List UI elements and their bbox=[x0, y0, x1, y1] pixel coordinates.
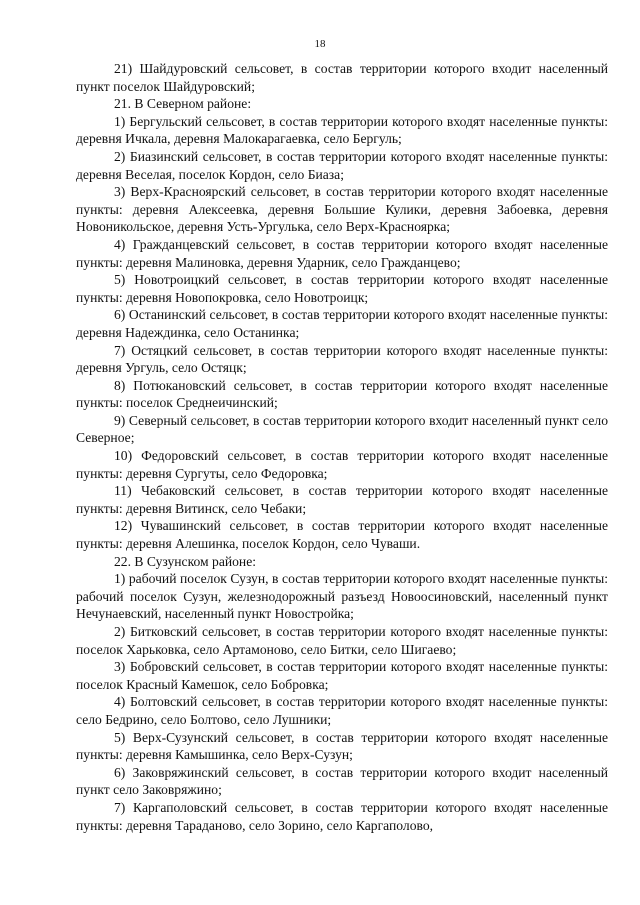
paragraph: 12) Чувашинский сельсовет, в состав территории которого входят населенные пункты: деревня Алешинка, поселок Кордон, село Чуваши. bbox=[76, 518, 608, 552]
paragraph: 1) Бергульский сельсовет, в состав территории которого входят населенные пункты: деревня Ичкала, деревня Малокарагаевка, село Бергуль; bbox=[76, 113, 608, 147]
paragraph: 5) Верх-Сузунский сельсовет, в состав территории которого входят населенные пункты: деревня Камышинка, село Верх-Сузун; bbox=[76, 729, 608, 763]
paragraph: 3) Бобровский сельсовет, в состав территории которого входят населенные пункты: поселок Красный Камешок, село Бобровка; bbox=[76, 659, 608, 692]
paragraph: 7) Остяцкий сельсовет, в состав территории которого входят населенные пункты: деревня Ургуль, село Остяцк; bbox=[76, 342, 608, 376]
section-heading: 21. В Северном районе: bbox=[114, 96, 252, 112]
document-body bbox=[76, 60, 608, 834]
paragraph: 6) Останинский сельсовет, в состав территории которого входят населенные пункты: деревня Надеждинка, село Останинка; bbox=[76, 307, 608, 340]
paragraph: 7) Каргаполовский сельсовет, в состав территории которого входят населенные пункты: деревня Тараданово, село Зорино, село Каргаполово, bbox=[76, 799, 608, 833]
paragraph: 10) Федоровский сельсовет, в состав территории которого входят населенные пункты: деревня Сургуты, село Федоровка; bbox=[76, 448, 608, 481]
section-heading: 22. В Сузунском районе: bbox=[114, 553, 257, 569]
paragraph: 2) Битковский сельсовет, в состав территории которого входят населенные пункты: поселок Харьковка, село Артамоново, село Битки, село Шигаево; bbox=[76, 624, 608, 657]
paragraph: 2) Биазинский сельсовет, в состав территории которого входят населенные пункты: деревня Веселая, поселок Кордон, село Биаза; bbox=[76, 148, 608, 182]
page-number: 18 bbox=[314, 38, 326, 50]
paragraph: 4) Гражданцевский сельсовет, в состав территории которого входят населенные пункты: деревня Малиновка, деревня Ударник, село Гражданцево; bbox=[76, 236, 608, 270]
paragraph: 3) Верх-Красноярский сельсовет, в состав территории которого входят населенные пункты: деревня Алексеевка, деревня Большие Кулики, деревня Забоевка, деревня Новоникольское, деревня Усть-Ургулька, село Верх-Красноярка; bbox=[76, 184, 608, 235]
paragraph: 1) рабочий поселок Сузун, в состав территории которого входят населенные пункты: рабочий поселок Сузун, железнодорожный разъезд Новоосиновский, населенный пункт Нечунаевский, населенный пункт Новостройка; bbox=[76, 571, 608, 622]
paragraph: 21) Шайдуровский сельсовет, в состав территории которого входит населенный пункт поселок Шайдуровский; bbox=[76, 61, 608, 94]
paragraph: 6) Заковряжинский сельсовет, в состав территории которого входит населенный пункт село Заковряжино; bbox=[76, 764, 608, 798]
paragraph: 5) Новотроицкий сельсовет, в состав территории которого входят населенные пункты: деревня Новопокровка, село Новотроицк; bbox=[76, 272, 608, 305]
paragraph: 8) Потюкановский сельсовет, в состав территории которого входят населенные пункты: поселок Среднеичинский; bbox=[76, 377, 608, 411]
paragraph: 4) Болтовский сельсовет, в состав территории которого входят населенные пункты: село Бедрино, село Болтово, село Лушники; bbox=[76, 694, 608, 727]
paragraph: 11) Чебаковский сельсовет, в состав территории которого входят населенные пункты: деревня Витинск, село Чебаки; bbox=[76, 483, 608, 516]
paragraph: 9) Северный сельсовет, в состав территории которого входит населенный пункт село Северное; bbox=[76, 412, 608, 446]
